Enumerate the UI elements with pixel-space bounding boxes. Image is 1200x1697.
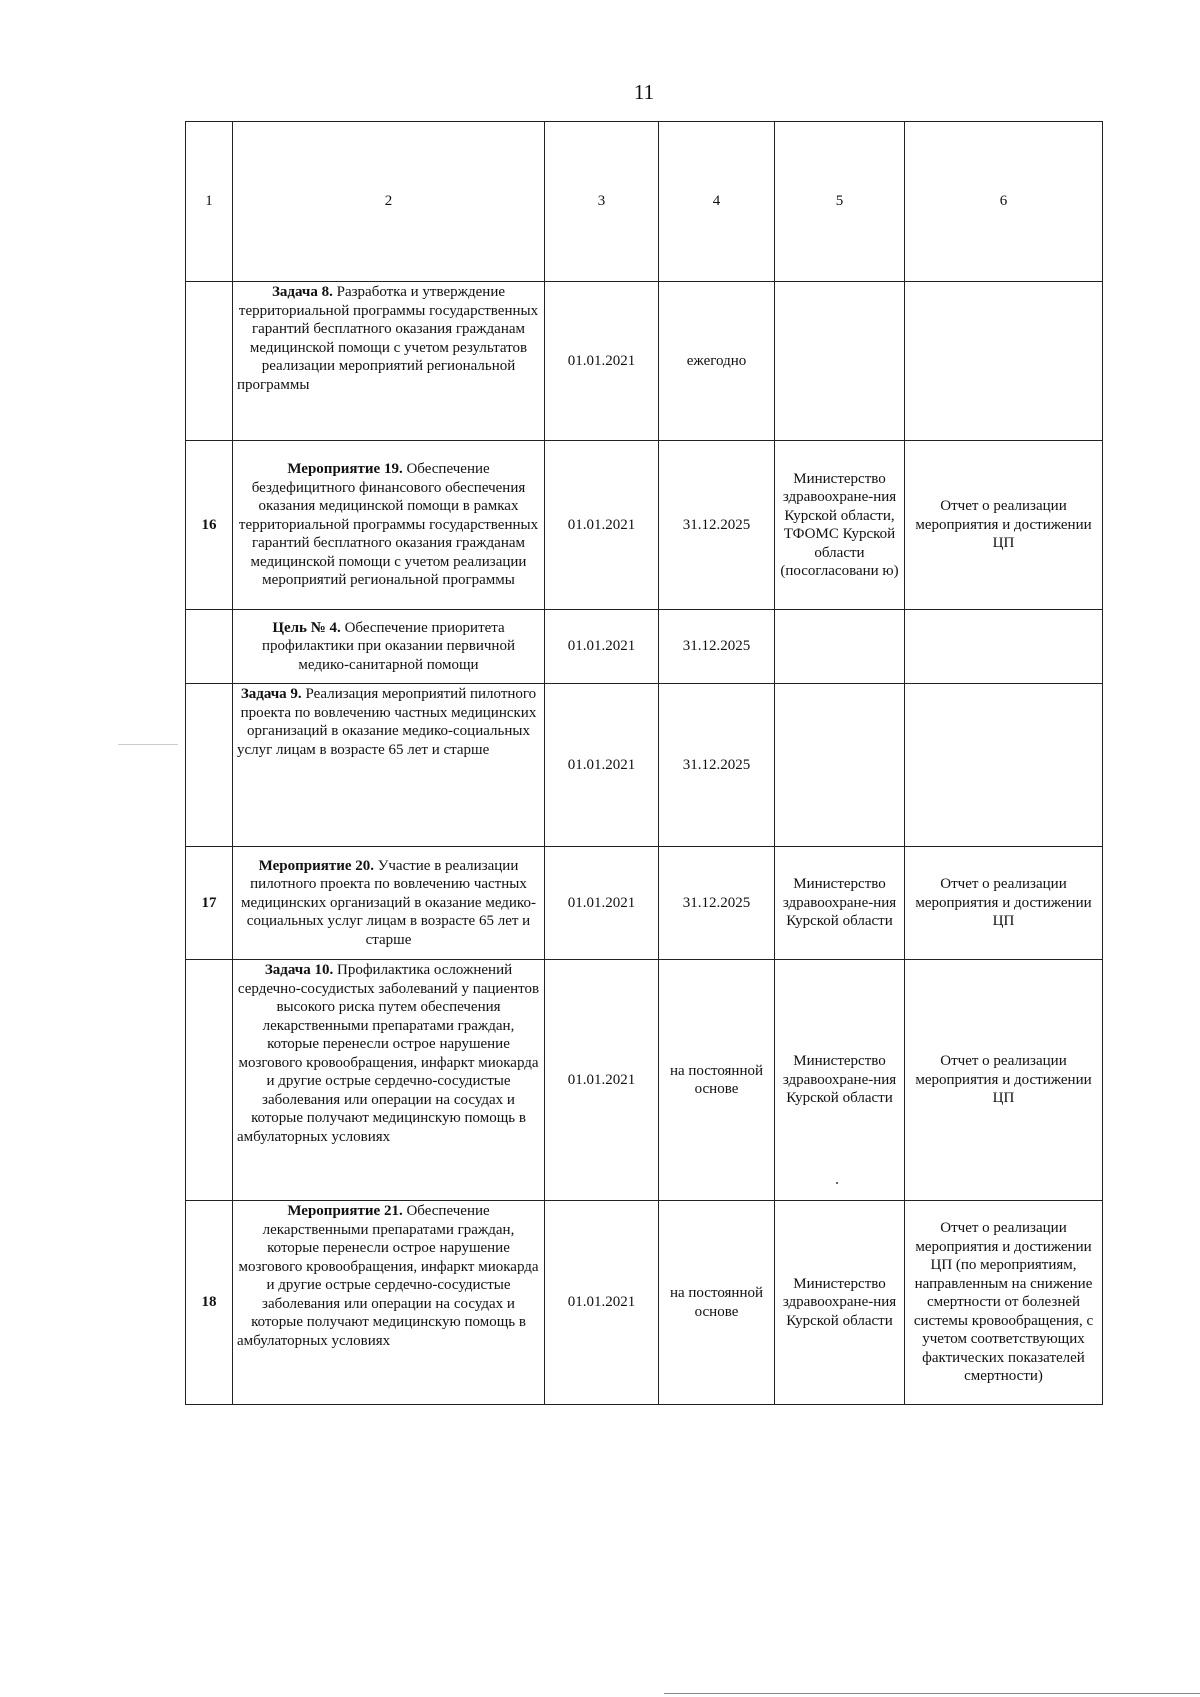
row-result [905,610,1103,684]
row-title: Задача 8. [271,284,333,300]
table-row [186,610,1103,684]
header-cell: 1 [186,122,233,282]
header-cell: 3 [545,122,659,282]
row-start-date: 01.01.2021 [545,441,659,610]
row-end-date: ежегодно [659,282,775,441]
row-result [905,684,1103,847]
row-start-date: 01.01.2021 [545,960,659,1201]
row-result: Отчет о реализации мероприятия и достижении ЦП [905,960,1103,1201]
row-end-date: на постоянной основе [659,1201,775,1405]
row-description [233,441,545,610]
row-description [233,684,545,847]
row-result [905,282,1103,441]
row-end-date: 31.12.2025 [659,847,775,960]
row-title: Задача 10. [264,962,334,978]
row-executor: Министерство здравоохране-ния Курской области [775,960,905,1201]
scan-bottom-edge [664,1693,1200,1694]
header-row [186,122,1103,282]
row-start-date: 01.01.2021 [545,1201,659,1405]
row-start-date: 01.01.2021 [545,282,659,441]
row-text: Разработка и утверждение территориальной программы государственных гарантий бесплатного оказания гражданам медицинской помощи с учетом результатов реализации мероприятий региональной программы [237,284,539,393]
row-text: Обеспечение бездефицитного финансового обеспечения оказания медицинской помощи в рамках территориальной программы государственных гарантий бесплатного оказания гражданам медицинской помощи с учетом реализации мероприятий региональной программы [238,461,539,589]
scan-speck [836,1182,838,1184]
header-cell: 2 [233,122,545,282]
row-executor: Министерство здравоохране-ния Курской области [775,847,905,960]
table-row [186,847,1103,960]
row-end-date: на постоянной основе [659,960,775,1201]
row-number [186,282,233,441]
row-number [186,684,233,847]
row-number: 16 [186,441,233,610]
row-text: Обеспечение лекарственными препаратами граждан, которые перенесли острое нарушение мозгового кровообращения, инфаркт миокарда и другие острые сердечно-сосудистые заболевания или операции на сосудах и которые получают медицинскую помощь в амбулаторных условиях [237,1203,539,1349]
row-title: Мероприятие 19. [287,461,403,478]
activities-table [185,121,1103,1405]
table-row [186,282,1103,441]
header-cell: 4 [659,122,775,282]
row-executor [775,684,905,847]
row-description [233,960,545,1201]
row-description [233,610,545,684]
row-description [233,1201,545,1405]
row-result: Отчет о реализации мероприятия и достижении ЦП (по мероприятиям, направленным на снижение смертности от болезней системы кровообращения, с учетом соответствующих фактических показателей смертности) [905,1201,1103,1405]
row-number [186,960,233,1201]
table-row [186,684,1103,847]
row-result: Отчет о реализации мероприятия и достижении ЦП [905,441,1103,610]
row-number [186,610,233,684]
table-row [186,441,1103,610]
row-number: 17 [186,847,233,960]
row-result: Отчет о реализации мероприятия и достижении ЦП [905,847,1103,960]
row-title: Задача 9. [240,686,302,702]
row-title: Мероприятие 21. [287,1203,403,1219]
row-end-date: 31.12.2025 [659,684,775,847]
table-row [186,960,1103,1201]
row-text: Профилактика осложнений сердечно-сосудистых заболеваний у пациентов высокого риска путем обеспечения лекарственными препаратами граждан, которые перенесли острое нарушение мозгового кровообращения, инфаркт миокарда и другие острые сердечно-сосудистые заболевания или операции на сосудах и которые получают медицинскую помощь в амбулаторных условиях [237,962,540,1145]
row-text: Обеспечение приоритета профилактики при оказании первичной медико-санитарной помощи [262,619,515,673]
row-description [233,282,545,441]
row-executor [775,610,905,684]
table-row [186,1201,1103,1405]
scan-margin-mark [118,744,178,745]
row-executor: Министерство здравоохране-ния Курской области, ТФОМС Курской области (посогласовани ю) [775,441,905,610]
header-cell: 6 [905,122,1103,282]
row-title: Мероприятие 20. [258,857,374,874]
row-text: Участие в реализации пилотного проекта по вовлечению частных медицинских организаций в оказание медико-социальных услуг лицам в возрасте 65 лет и старше [241,857,536,948]
page-number: 11 [633,80,655,104]
header-cell: 5 [775,122,905,282]
row-executor: Министерство здравоохране-ния Курской области [775,1201,905,1405]
row-start-date: 01.01.2021 [545,684,659,847]
row-start-date: 01.01.2021 [545,847,659,960]
row-text: Реализация мероприятий пилотного проекта по вовлечению частных медицинских организаций в оказание медико-социальных услуг лицам в возрасте 65 лет и старше [237,686,537,758]
row-title: Цель № 4. [272,619,341,636]
row-end-date: 31.12.2025 [659,610,775,684]
row-start-date: 01.01.2021 [545,610,659,684]
row-executor [775,282,905,441]
row-description [233,847,545,960]
row-number: 18 [186,1201,233,1405]
row-end-date: 31.12.2025 [659,441,775,610]
